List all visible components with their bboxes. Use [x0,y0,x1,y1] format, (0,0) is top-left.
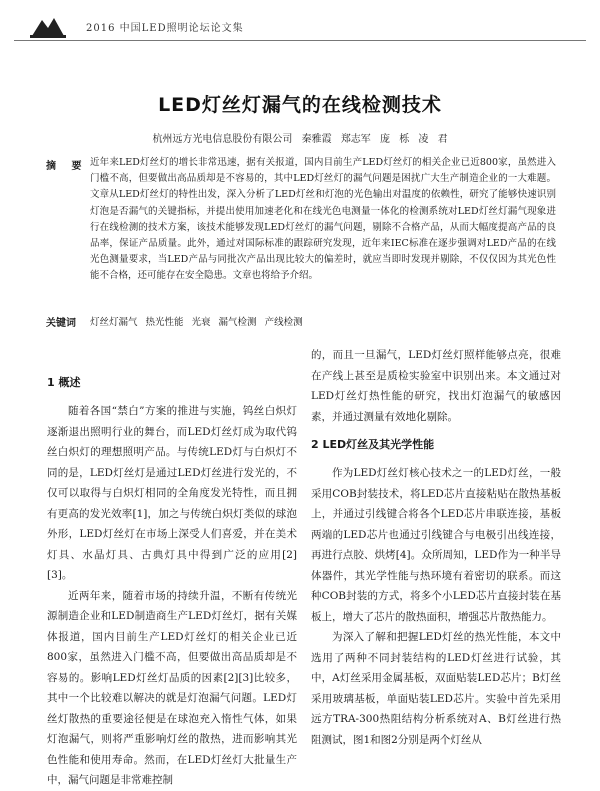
keywords-text: 灯丝灯漏气 热光性能 光衰 漏气检测 产线检测 [90,317,303,328]
abstract-text: 近年来LED灯丝灯的增长非常迅速，据有关报道，国内目前生产LED灯丝灯的相关企业已近800家，虽然进入门槛不高，但要做出高品质却是不容易的，其中LED灯丝灯的漏气问题是困扰广大生产制造企业的一大难题。文章从LED灯丝灯的特性出发，深入分析了LED灯丝和灯泡的光色输出对温度的依赖性，研究了能够快速识别灯泡是否漏气的关键指标，并提出使用加速老化和在线光色电测量一体化的检测系统对LED灯丝灯漏气现象进行在线检测的技术方案，该技术能够发现LED灯丝灯的漏气问题，剔除不合格产品，从而大幅度提高产品的良品率，保证产品质量。此外，通过对国际标准的跟踪研究发现，近年来IEC标准在逐步强调对LED产品的在线光色测量要求，当LED产品与同批次产品出现比较大的偏差时，就应当即时发现并剔除，不仅仅因为其光色性能不合格，还可能存在安全隐患。文章也将给予介绍。 [90,157,556,282]
paper-title: LED灯丝灯漏气的在线检测技术 [158,94,442,116]
section-1-paragraph-2: 近两年来，随着市场的持续升温，不断有传统光源制造企业和LED制造商生产LED灯丝灯，据有关媒体报道，国内目前生产LED灯丝灯的相关企业已近800家，虽然进入门槛不高，但要做出高品质却是不容易的。影响LED灯丝灯品质的因素[2][3]比较多，其中一个比较难以解决的就是灯泡漏气问题。LED灯丝灯散热的重要途径便是在球泡充入惰性气体，如果灯泡漏气，则将严重影响灯丝的散热，进而影响其光色性能和使用寿命。然而，在LED灯丝灯大批量生产中，漏气问题是非常难控制 [47,589,297,786]
abstract-label: 摘 要 [46,161,88,172]
left-column [47,345,297,791]
affiliation: 杭州远方光电信息股份有限公司 [152,134,293,145]
author-name: 郑志军 [340,134,371,145]
section-2-paragraph-2: 为深入了解和把握LED灯丝的热光性能，本文中选用了两种不同封装结构的LED灯丝进行试验，其中，A灯丝采用金属基板，双面贴装LED芯片；B灯丝采用玻璃基板，单面贴装LED芯片。实验中首先采用远方TRA-300热阻结构分析系统对A、B灯丝进行热阻测试，图1和图2分别是两个灯丝从 [311,631,561,746]
right-column [311,345,561,750]
author-name: 栎 [399,134,410,145]
section-1-paragraph-1: 随着各国“禁白”方案的推进与实施，钨丝白炽灯逐渐退出照明行业的舞台，而LED灯丝灯成为取代钨丝白炽灯的理想照明产品。与传统LED灯与白炽灯不同的是，LED灯丝灯是通过LED灯丝进行发光的，不仅可以取得与白炽灯相同的全角度发光特性，而且拥有更高的发光效率[1]，加之与传统白炽灯类似的球泡外形，LED灯丝灯在市场上深受人们喜爱，并在美术灯具、水晶灯具、古典灯具中得到广泛的应用[2][3]。 [47,405,297,581]
author-name: 凌 [418,134,429,145]
author-name: 君 [437,134,448,145]
author-name: 秦雅霞 [301,134,332,145]
journal-name: 2016 中国LED照明论坛论文集 [86,23,244,34]
section-2-paragraph-1: 作为LED灯丝灯核心技术之一的LED灯丝，一般采用COB封装技术，将LED芯片直接粘贴在散热基板上，并通过引线键合将各个LED芯片串联连接，基板两端的LED芯片也通过引线键合与电极引出线连接，再进行点胶、烘烤[4]。众所周知，LED作为一种半导体器件，其光学性能与热环境有着密切的联系。而这种COB封装的方式，将多个小LED芯片直接封装在基板上，增大了芯片的散热面积，增强芯片散热能力。 [311,467,561,623]
keywords-label: 关键词 [46,318,76,329]
section-1-heading: 1 概述 [47,376,81,389]
page-header [14,14,586,40]
journal-logo-icon [30,14,66,38]
author-name: 庞 [380,134,390,145]
section-1-paragraph-continued: 的，而且一旦漏气，LED灯丝灯照样能够点亮，很难在产线上甚至是质检实验室中识别出来。本文通过对LED灯丝灯热性能的研究，找出灯泡漏气的敏感因素，并通过测量有效地化剔除。 [311,349,561,423]
section-2-heading: 2 LED灯丝及其光学性能 [311,438,435,451]
author-line [0,130,600,145]
header-divider [14,40,586,41]
